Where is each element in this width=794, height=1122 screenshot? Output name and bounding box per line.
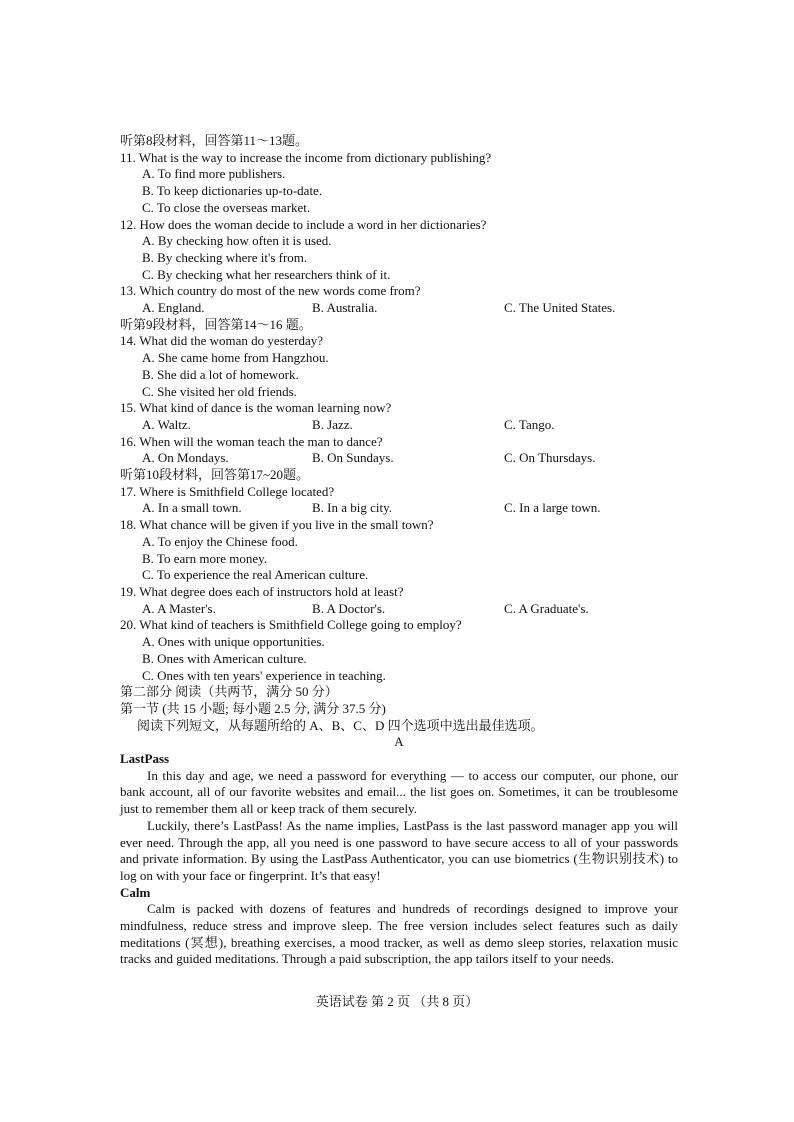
part2-header: 第二部分 阅读（共两节，满分 50 分）	[120, 684, 338, 700]
question-15-stem: 15. What kind of dance is the woman learning now?	[120, 400, 392, 416]
question-19-option-c: C. A Graduate's.	[504, 600, 589, 616]
question-13-stem: 13. Which country do most of the new words come from?	[120, 283, 421, 299]
section10-header: 听第10段材料，回答第17~20题。	[120, 467, 310, 483]
question-20-stem: 20. What kind of teachers is Smithfield College going to employ?	[120, 617, 462, 633]
reading-instruction: 阅读下列短文，从每题所给的 A、B、C、D 四个选项中选出最佳选项。	[137, 717, 544, 733]
question-18-option-b: B. To earn more money.	[142, 550, 268, 566]
question-18-stem: 18. What chance will be given if you live in the small town?	[120, 517, 434, 533]
question-12-option-b: B. By checking where it's from.	[142, 249, 308, 265]
passage-label: A	[394, 734, 404, 750]
page-footer: 英语试卷 第 2 页 （共 8 页）	[315, 994, 479, 1009]
question-15-option-a: A. Waltz.	[142, 416, 191, 432]
question-16-option-c: C. On Thursdays.	[504, 450, 596, 466]
question-19-option-b: B. A Doctor's.	[312, 600, 386, 616]
lastpass-paragraph-1: In this day and age, we need a password for everything — to access our computer, our phone, our bank account, all of our favorite websites and email... the list goes on. Sometimes, it can be troublesome just to remember them all or keep track of them securely.	[120, 767, 678, 817]
question-17-option-a: A. In a small town.	[142, 500, 242, 516]
question-13-options	[120, 300, 678, 317]
question-19-options	[120, 601, 678, 618]
question-16-option-b: B. On Sundays.	[312, 450, 394, 466]
question-20-option-a: A. Ones with unique opportunities.	[142, 634, 325, 650]
question-13-option-c: C. The United States.	[504, 300, 616, 316]
question-16-options	[120, 450, 678, 467]
question-14-stem: 14. What did the woman do yesterday?	[120, 333, 324, 349]
question-20-option-b: B. Ones with American culture.	[142, 650, 307, 666]
question-13-option-a: A. England.	[142, 300, 205, 316]
question-16-option-a: A. On Mondays.	[142, 450, 229, 466]
section8-header: 听第8段材料，回答第11～13题。	[120, 133, 309, 148]
question-14-option-c: C. She visited her old friends.	[142, 383, 297, 399]
question-17-option-b: B. In a big city.	[312, 500, 393, 516]
question-11-stem: 11. What is the way to increase the income from dictionary publishing?	[120, 149, 492, 165]
section9-header: 听第9段材料，回答第14～16 题。	[120, 316, 312, 332]
question-18-option-a: A. To enjoy the Chinese food.	[142, 533, 298, 549]
question-18-option-c: C. To experience the real American culture.	[142, 567, 369, 583]
question-12-stem: 12. How does the woman decide to include a word in her dictionaries?	[120, 216, 487, 232]
question-11-option-a: A. To find more publishers.	[142, 166, 286, 182]
question-11-option-c: C. To close the overseas market.	[142, 199, 311, 215]
question-13-option-b: B. Australia.	[312, 300, 378, 316]
question-14-option-b: B. She did a lot of homework.	[142, 366, 299, 382]
question-17-options	[120, 500, 678, 517]
question-20-option-c: C. Ones with ten years' experience in teaching.	[142, 667, 386, 683]
lastpass-paragraph-2: Luckily, there’s LastPass! As the name implies, LastPass is the last password manager app you will ever need. Through the app, all you need is one password to have secure access to all of your passwords and private information. By using the LastPass Authenticator, you can use biometrics (生物识别技术) to log on with your face or fingerprint. It’s that easy!	[120, 817, 678, 883]
question-15-options	[120, 417, 678, 434]
question-15-option-b: B. Jazz.	[312, 416, 353, 432]
question-14-option-a: A. She came home from Hangzhou.	[142, 350, 329, 366]
question-15-option-c: C. Tango.	[504, 416, 555, 432]
calm-paragraph-1: Calm is packed with dozens of features and hundreds of recordings designed to improve your mindfulness, reduce stress and improve sleep. The free version includes select features such as daily meditations (冥想), breathing exercises, a mood tracker, as well as demo sleep stories, relaxation music tracks and guided meditations. Through a paid subscription, the app tailors itself to your needs.	[120, 901, 678, 967]
question-12-option-a: A. By checking how often it is used.	[142, 233, 332, 249]
question-16-stem: 16. When will the woman teach the man to dance?	[120, 433, 383, 449]
question-19-option-a: A. A Master's.	[142, 600, 216, 616]
question-12-option-c: C. By checking what her researchers think of it.	[142, 266, 391, 282]
question-17-option-c: C. In a large town.	[504, 500, 601, 516]
question-19-stem: 19. What degree does each of instructors hold at least?	[120, 583, 404, 599]
lastpass-title: LastPass	[120, 751, 170, 767]
question-17-stem: 17. Where is Smithfield College located?	[120, 483, 335, 499]
section1-header: 第一节 (共 15 小题; 每小题 2.5 分, 满分 37.5 分)	[120, 700, 386, 716]
question-11-option-b: B. To keep dictionaries up-to-date.	[142, 183, 323, 199]
calm-title: Calm	[120, 884, 151, 900]
exam-page	[120, 133, 678, 968]
